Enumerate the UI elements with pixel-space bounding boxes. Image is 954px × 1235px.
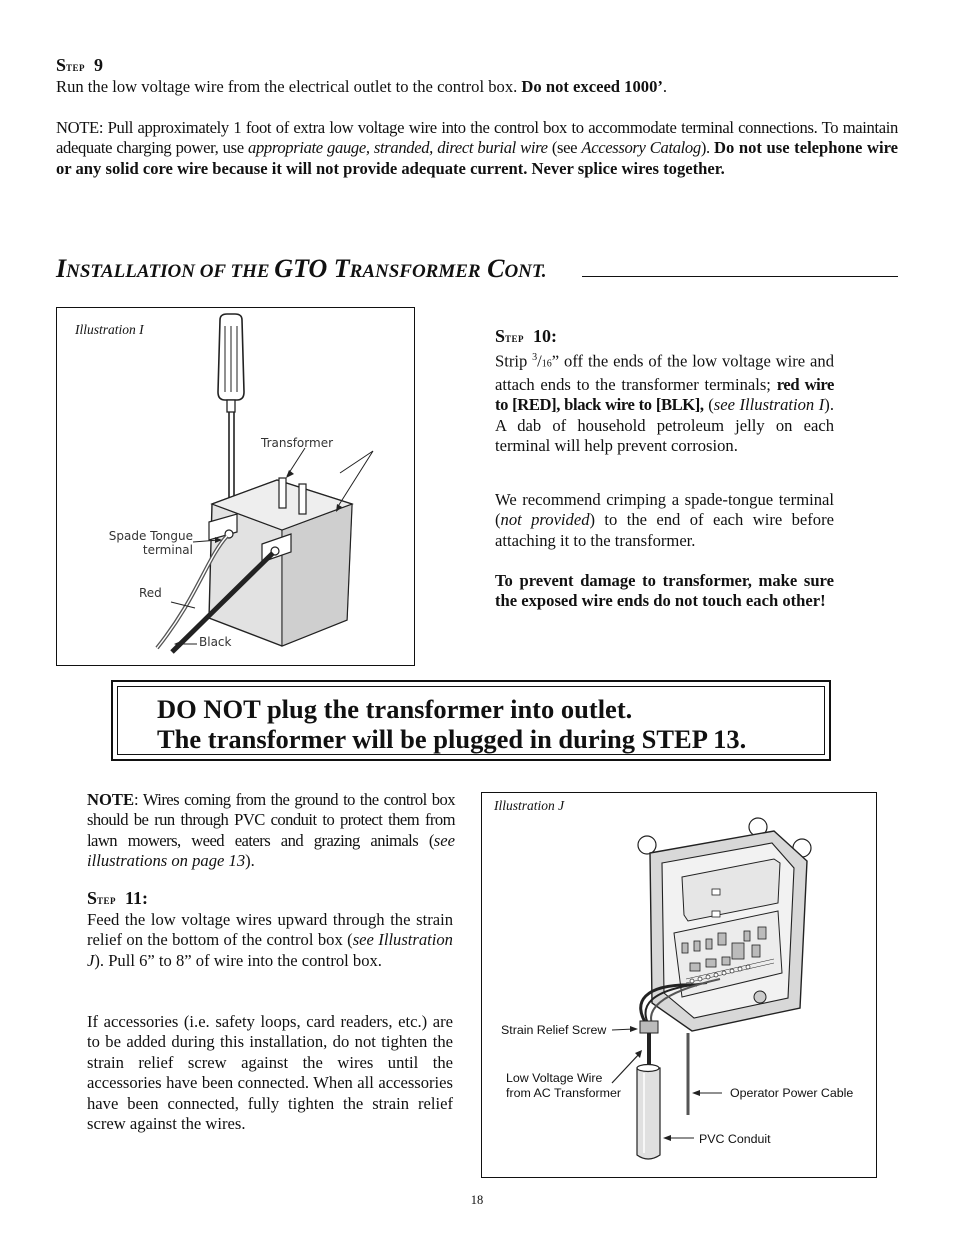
callout-red: Red	[139, 586, 162, 600]
step10-heading: Step 10:	[495, 326, 558, 346]
page-number: 18	[470, 1193, 484, 1207]
callout-transformer: Transformer	[261, 436, 334, 450]
callout-low-voltage-wire: Low Voltage Wire from AC Transformer	[506, 1071, 621, 1100]
step11-heading: Step 11:	[87, 888, 149, 908]
step10-warning: To prevent damage to transformer, make sure the exposed wire ends do not touch each other!	[495, 571, 834, 611]
step9-line1: Run the low voltage wire from the electrical outlet to the control box. Do not exceed 1000’.	[56, 77, 668, 96]
step9-heading: Step 9	[56, 55, 104, 75]
section-title-rule	[582, 276, 898, 277]
warning-line1: DO NOT plug the transformer into outlet.	[157, 694, 633, 724]
transformer-drawing	[57, 308, 414, 665]
callout-strain-relief-screw: Strain Relief Screw	[501, 1023, 607, 1037]
illustration-j-frame	[481, 792, 877, 1178]
callout-operator-power-cable: Operator Power Cable	[730, 1086, 854, 1100]
control-box-drawing	[482, 793, 876, 1177]
step9-note: NOTE: Pull approximately 1 foot of extra low voltage wire into the control box to accommodate terminal connections. To maintain adequate charging power, use appropriate gauge, stranded, direct burial wire (see Accessory Catalog). Do not use telephone wire or any solid core wire because it will not provide adequate current. Never splice wires together.	[56, 118, 899, 178]
note-pvc-conduit: NOTE: Wires coming from the ground to the control box should be run through PVC conduit to protect them from lawn mowers, weed eaters and grazing animals (see illustrations on page 13).	[87, 790, 455, 871]
warning-box-inner	[117, 686, 825, 755]
step10-paragraph2: We recommend crimping a spade-tongue terminal (not provided) to the end of each wire before attaching it to the transformer.	[495, 490, 834, 550]
illustration-j-label: Illustration J	[494, 798, 565, 813]
warning-line2: The transformer will be plugged in during STEP 13.	[157, 724, 747, 754]
callout-black: Black	[199, 635, 232, 649]
step11-paragraph1: Feed the low voltage wires upward through the strain relief on the bottom of the control box (see Illustration J). Pull 6” to 8” of wire into the control box.	[87, 910, 453, 970]
step10-paragraph1: Strip $^3$/16” off the ends of the low voltage wire and attach ends to the transformer terminals; red wire to [RED], black wire to [BLK], (see Illustration I). A dab of household petroleum jelly on each terminal will help prevent corrosion.	[495, 351, 835, 456]
callout-pvc-conduit: PVC Conduit	[699, 1132, 771, 1146]
illustration-i-frame	[56, 307, 415, 666]
illustration-i-label: Illustration I	[75, 322, 144, 337]
callout-spade-tongue: Spade Tongue terminal	[108, 529, 193, 557]
step11-paragraph2: If accessories (i.e. safety loops, card readers, etc.) are to be added during this installation, do not tighten the strain relief screw against the wires until the accessories have been connected. When all accessories have been connected, fully tighten the strain relief screw against the wires.	[87, 1012, 453, 1134]
section-title: INSTALLATION OF THE GTO TRANSFORMER CONT.	[56, 254, 547, 283]
warning-box	[111, 680, 831, 761]
